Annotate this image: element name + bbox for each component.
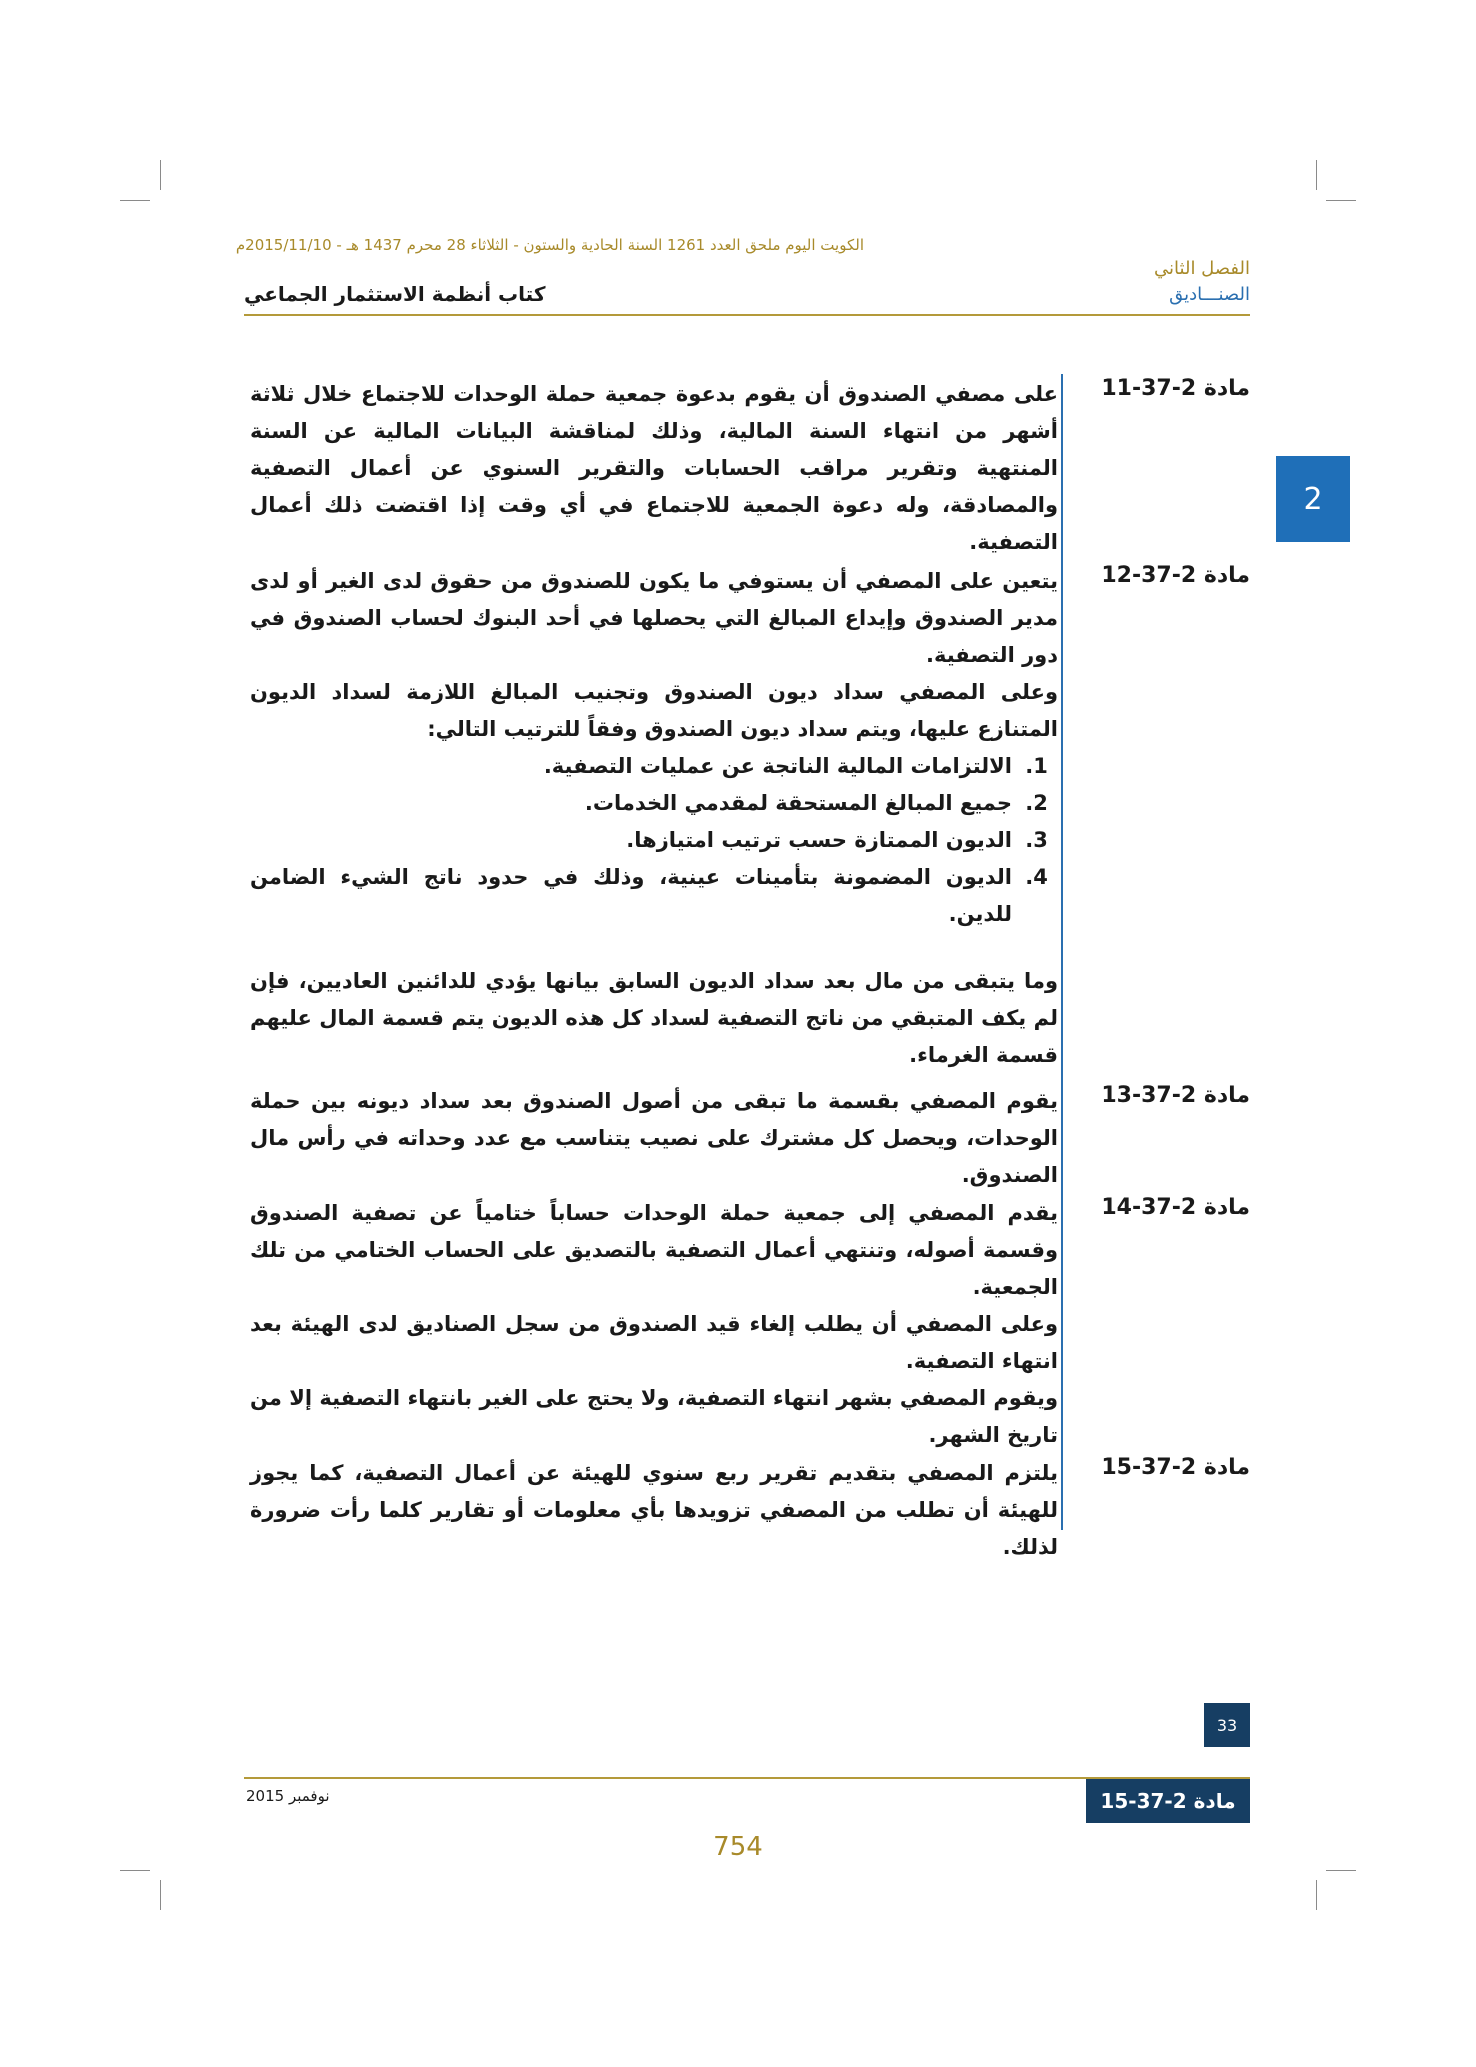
- gazette-page-number: 754: [713, 1832, 763, 1862]
- article-text: [250, 563, 1058, 1074]
- crop-mark: [160, 160, 161, 190]
- article-paragraph: يقوم المصفي بقسمة ما تبقى من أصول الصندوق بعد سداد ديونه بين حملة الوحدات، ويحصل كل مشترك على نصيب يتناسب مع عدد وحداته في رأس مال الصندوق.: [250, 1089, 1058, 1187]
- page-number-box: 33: [1204, 1703, 1250, 1747]
- article-label: مادة 2-37-13: [1101, 1083, 1250, 1108]
- footer-article-ref: مادة 2-37-15: [1086, 1779, 1250, 1823]
- crop-mark: [120, 200, 150, 201]
- article-divider-line: [1061, 374, 1063, 1530]
- crop-mark: [1326, 200, 1356, 201]
- article-paragraph: يتعين على المصفي أن يستوفي ما يكون للصندوق من حقوق لدى الغير أو لدى مدير الصندوق وإيداع المبالغ التي يحصلها في أحد البنوك لحساب الصندوق في دور التصفية.: [250, 569, 1058, 667]
- article-paragraph: على مصفي الصندوق أن يقوم بدعوة جمعية حملة الوحدات للاجتماع خلال ثلاثة أشهر من انتهاء السنة المالية، وذلك لمناقشة البيانات المالية عن السنة المنتهية وتقرير مراقب الحسابات والتقرير السنوي عن أعمال التصفية والمصادقة، وله دعوة الجمعية للاجتماع في أي وقت إذا اقتضت ذلك أعمال التصفية.: [250, 382, 1058, 554]
- article-text: [250, 1083, 1058, 1194]
- section-tab: 2: [1276, 456, 1350, 542]
- article-text: [250, 1195, 1058, 1454]
- article-paragraph: وما يتبقى من مال بعد سداد الديون السابق بيانها يؤدي للدائنين العاديين، فإن لم يكف المتبقي من ناتج التصفية لسداد كل هذه الديون يتم قسمة المال عليهم قسمة الغرماء.: [250, 969, 1058, 1067]
- article-paragraph: وعلى المصفي سداد ديون الصندوق وتجنيب المبالغ اللازمة لسداد الديون المتنازع عليها، ويتم سداد ديون الصندوق وفقاً للترتيب التالي:: [250, 680, 1058, 741]
- book-title: كتاب أنظمة الاستثمار الجماعي: [244, 282, 546, 306]
- article-label: مادة 2-37-15: [1101, 1455, 1250, 1480]
- crop-mark: [1316, 160, 1317, 190]
- footer-date: نوفمبر 2015: [246, 1787, 330, 1805]
- gazette-line: الكويت اليوم ملحق العدد 1261 السنة الحادية والستون - الثلاثاء 28 محرم 1437 هـ - 2015/11/10م: [235, 236, 864, 254]
- chapter-heading: [1154, 256, 1250, 308]
- list-item: 4. الديون المضمونة بتأمينات عينية، وذلك في حدود ناتج الشيء الضامن للدين.: [250, 859, 1018, 933]
- crop-mark: [120, 1870, 150, 1871]
- article-text: [250, 376, 1058, 561]
- ordered-list: [250, 748, 1058, 933]
- article-paragraph: يلتزم المصفي بتقديم تقرير ربع سنوي للهيئة عن أعمال التصفية، كما يجوز للهيئة أن تطلب من المصفي تزويدها بأي معلومات أو تقارير كلما رأت ضرورة لذلك.: [250, 1461, 1058, 1559]
- crop-mark: [1316, 1880, 1317, 1910]
- chapter-subtitle: الصنـــاديق: [1169, 284, 1250, 305]
- article-paragraph: ويقوم المصفي بشهر انتهاء التصفية، ولا يحتج على الغير بانتهاء التصفية إلا من تاريخ الشهر.: [250, 1386, 1058, 1447]
- header-divider: [244, 314, 1250, 316]
- article-label: مادة 2-37-11: [1101, 376, 1250, 401]
- list-item: 3. الديون الممتازة حسب ترتيب امتيازها.: [250, 822, 1018, 859]
- chapter-title: الفصل الثاني: [1154, 258, 1250, 279]
- article-label: مادة 2-37-14: [1101, 1195, 1250, 1220]
- crop-mark: [160, 1880, 161, 1910]
- article-paragraph: وعلى المصفي أن يطلب إلغاء قيد الصندوق من سجل الصناديق لدى الهيئة بعد انتهاء التصفية.: [250, 1312, 1058, 1373]
- article-label: مادة 2-37-12: [1101, 563, 1250, 588]
- crop-mark: [1326, 1870, 1356, 1871]
- spacer: [250, 933, 1058, 963]
- article-text: [250, 1455, 1058, 1566]
- list-item: 2. جميع المبالغ المستحقة لمقدمي الخدمات.: [250, 785, 1018, 822]
- article-paragraph: يقدم المصفي إلى جمعية حملة الوحدات حساباً ختامياً عن تصفية الصندوق وقسمة أصوله، وتنتهي أعمال التصفية بالتصديق على الحساب الختامي من تلك الجمعية.: [250, 1201, 1058, 1299]
- list-item: 1. الالتزامات المالية الناتجة عن عمليات التصفية.: [250, 748, 1018, 785]
